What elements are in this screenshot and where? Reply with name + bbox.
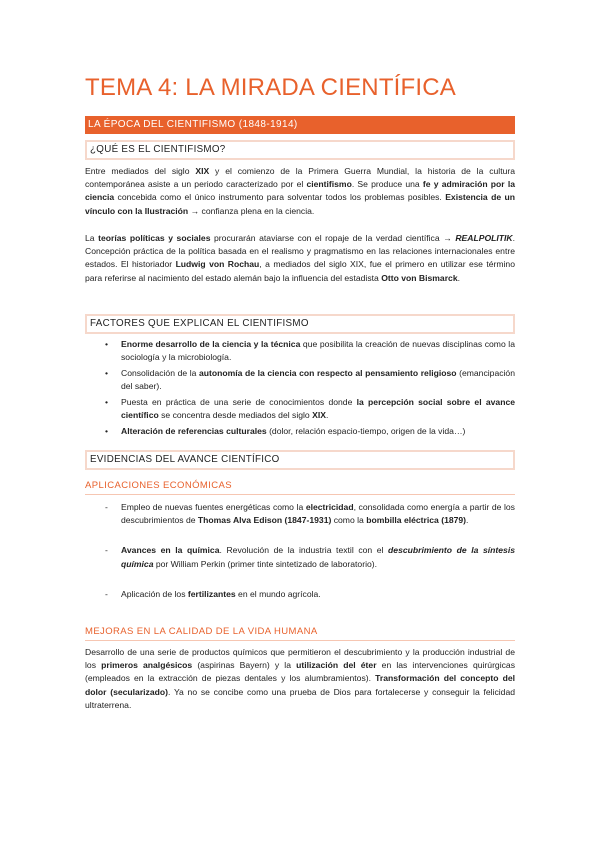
bullet-icon: • (105, 367, 109, 378)
page-title: TEMA 4: LA MIRADA CIENTÍFICA (85, 74, 457, 101)
list-item: - Empleo de nuevas fuentes energéticas como la electricidad, consolidada como energía a partir de los descubrimientos de Thomas Alva Edison (1847-1931) como la bombilla eléctrica (1879). (105, 502, 515, 526)
bullet-icon: • (105, 425, 109, 436)
list-item: - Avances en la química. Revolución de la industria textil con el descubrimiento de la síntesis química por William Perkin (primer tinte sintetizado de laboratorio). (105, 545, 515, 569)
paragraph-quality-of-life: Desarrollo de una serie de productos químicos que permitieron el descubrimiento y la producción industrial de los primeros analgésicos (aspirinas Bayern) y la utilización del éter en las intervenciones quirúrgicas (empleados en la extracción de piezas dentales y los alumbramientos). Transformación del concepto del dolor (secularizado). Ya no se concibe como una prueba de Dios para fortalecerse y conseguir la felicidad ultraterrena. (85, 647, 515, 710)
dash-icon: - (105, 502, 108, 512)
bullet-icon: • (105, 339, 109, 349)
dash-icon: - (105, 588, 108, 599)
bullet-icon: • (105, 396, 109, 407)
dash-icon: - (105, 545, 108, 556)
subsection-header-evidence: EVIDENCIAS DEL AVANCE CIENTÍFICO (85, 450, 515, 470)
section-header: LA ÉPOCA DEL CIENTIFISMO (1848-1914) (85, 116, 515, 134)
subsection-header-what-is: ¿QUÉ ES EL CIENTIFISMO? (85, 140, 515, 160)
subsection-header-factors: FACTORES QUE EXPLICAN EL CIENTIFISMO (85, 314, 515, 334)
list-item: • Consolidación de la autonomía de la ciencia con respecto al pensamiento religioso (emancipación del saber). (105, 367, 515, 392)
list-item: • Puesta en práctica de una serie de conocimientos donde la percepción social sobre el avance científico se concentra desde mediados del siglo XIX. (105, 396, 515, 421)
paragraph-realpolitik: La teorías políticas y sociales procurarán ataviarse con el ropaje de la verdad científica → REALPOLITIK. Concepción práctica de la política basada en el realismo y pragmatismo en las relaciones internacionales entre estados. El historiador Ludwig von Rochau, a mediados del siglo XIX, fue el primero en utilizar ese término para referirse al nacimiento del estado alemán bajo la influencia del estadista Otto von Bismarck. (85, 233, 515, 283)
list-item: • Alteración de referencias culturales (dolor, relación espacio-tiempo, origen de la vida…) (85, 425, 515, 438)
paragraph-definition: Entre mediados del siglo XIX y el comienzo de la Primera Guerra Mundial, la historia de la cultura contemporánea asiste a un periodo caracterizado por el cientifismo. Se produce una fe y admiración por la ciencia concebida como el único instrumento para solventar todos los problemas posibles. Existencia de un vínculo con la Ilustración → confianza plena en la ciencia. (85, 166, 515, 216)
applications-list (85, 501, 515, 601)
heading-economic-applications: APLICACIONES ECONÓMICAS (85, 480, 515, 495)
heading-quality-of-life: MEJORAS EN LA CALIDAD DE LA VIDA HUMANA (85, 626, 515, 641)
list-item: • Enorme desarrollo de la ciencia y la técnica que posibilita la creación de nuevas disciplinas como la sociología y la microbiología. (105, 339, 515, 363)
list-item: - Aplicación de los fertilizantes en el mundo agrícola. (85, 588, 515, 601)
factors-list (85, 338, 515, 440)
